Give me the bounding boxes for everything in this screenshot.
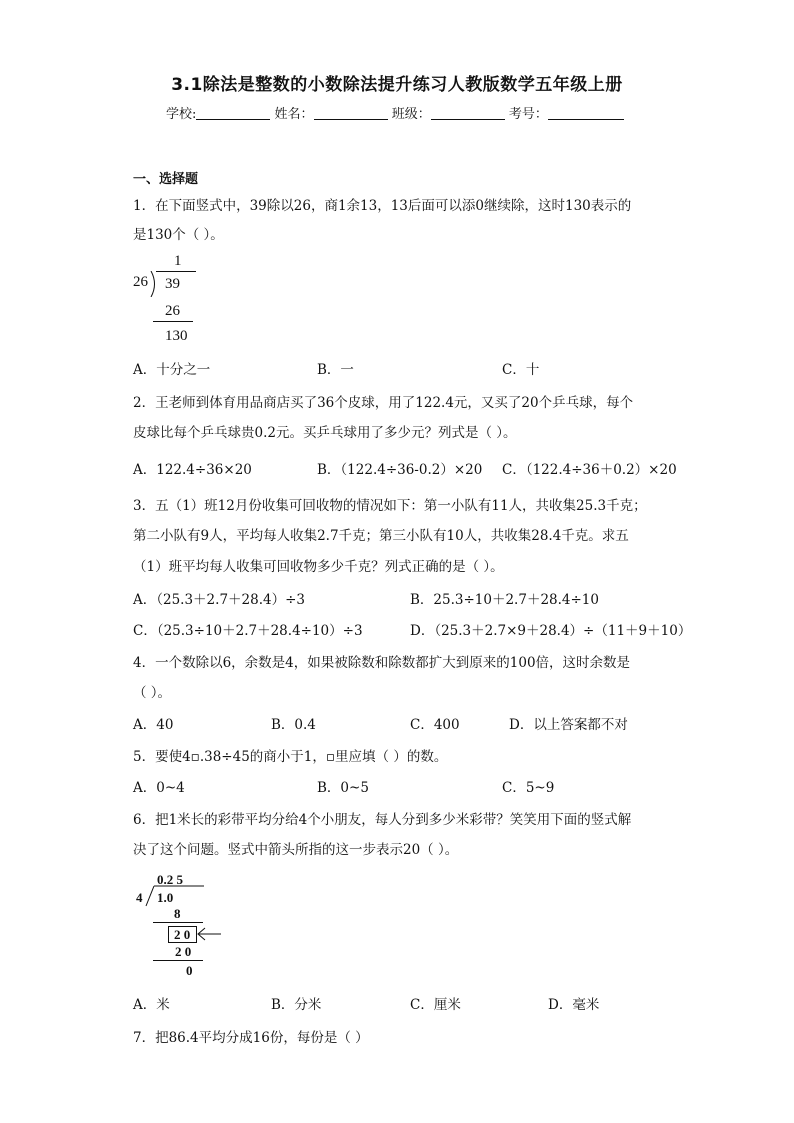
q3-line2: 第二小队有9人，平均每人收集2.7千克；第三小队有10人，共收集28.4千克。求五 — [133, 528, 629, 544]
q1-remainder: 130 — [165, 328, 188, 344]
q3-option-b[interactable]: B．25.3÷10＋2.7＋28.4÷10 — [410, 592, 599, 608]
arrow-left-icon — [196, 927, 222, 941]
q2-option-b[interactable]: B．（122.4÷36-0.2）×20 — [317, 462, 483, 478]
exam-no-blank — [548, 106, 624, 120]
q6-division-bracket — [144, 885, 204, 907]
page-title: 3.1除法是整数的小数除法提升练习人教版数学五年级上册 — [171, 75, 623, 95]
q1-quotient: 1 — [174, 253, 182, 269]
q4-line1: 4．一个数除以6，余数是4，如果被除数和除数都扩大到原来的100倍，这时余数是 — [133, 655, 631, 671]
q4-line2: （ ）。 — [133, 685, 172, 701]
q5-option-a[interactable]: A．0~4 — [133, 780, 185, 796]
q6-option-a[interactable]: A．米 — [133, 997, 170, 1013]
q1-divisor: 26 — [133, 274, 148, 290]
q4-option-b[interactable]: B．0.4 — [271, 717, 316, 733]
q2-line1: 2．王老师到体育用品商店买了36个皮球，用了122.4元，又买了20个乒乓球，每个 — [133, 395, 634, 411]
q6-boxed-step — [168, 926, 197, 943]
name-blank — [314, 106, 388, 120]
q6-step2-line — [153, 960, 203, 961]
q3-line3: （1）班平均每人收集可回收物多少千克？列式正确的是（ ）。 — [133, 559, 504, 575]
q5-option-c[interactable]: C．5~9 — [502, 780, 555, 796]
student-info-line — [166, 103, 624, 122]
q1-line2: 是130个（ ）。 — [133, 227, 224, 243]
q6-quotient: 0.2 5 — [157, 872, 183, 887]
q6-option-d[interactable]: D．毫米 — [548, 997, 600, 1013]
school-label: 学校: — [166, 107, 197, 122]
q2-option-a[interactable]: A．122.4÷36×20 — [133, 462, 252, 478]
q4-option-c[interactable]: C．400 — [410, 717, 460, 733]
school-blank — [196, 106, 270, 120]
q1-option-a[interactable]: A．十分之一 — [133, 362, 211, 378]
q2-option-c[interactable]: C．（122.4÷36＋0.2）×20 — [502, 462, 677, 478]
q6-option-b[interactable]: B．分米 — [271, 997, 322, 1013]
q6-boxed-value: 2 0 — [174, 927, 191, 942]
q1-subtract: 26 — [165, 303, 180, 319]
exam-no-label: 考号： — [508, 107, 548, 122]
q7-line1: 7．把86.4平均分成16份，每份是（ ） — [133, 1030, 369, 1046]
q4-option-a[interactable]: A．40 — [133, 717, 174, 733]
q6-option-c[interactable]: C．厘米 — [410, 997, 461, 1013]
section-heading: 一、选择题 — [133, 172, 199, 187]
q1-division-bar — [156, 271, 196, 272]
q3-line1: 3．五（1）班12月份收集可回收物的情况如下：第一小队有11人，共收集25.3千克； — [133, 498, 647, 514]
q3-option-a[interactable]: A．（25.3＋2.7＋28.4）÷3 — [133, 592, 305, 608]
q6-step1-line — [153, 922, 203, 923]
q6-dividend: 1.0 — [157, 890, 174, 905]
q2-line2: 皮球比每个乒乓球贵0.2元。买乒乓球用了多少元？列式是（ ）。 — [133, 425, 517, 441]
q4-option-d[interactable]: D．以上答案都不对 — [509, 717, 628, 733]
q6-line2: 决了这个问题。竖式中箭头所指的这一步表示20（ ）。 — [133, 842, 459, 858]
q1-subtract-line — [153, 321, 193, 322]
name-label: 姓名： — [274, 107, 314, 122]
q6-line1: 6．把1米长的彩带平均分给4个小朋友，每人分到多少米彩带？笑笑用下面的竖式解 — [133, 812, 632, 828]
q1-option-c[interactable]: C．十 — [502, 362, 540, 378]
q3-option-d[interactable]: D．（25.3＋2.7×9＋28.4）÷（11＋9＋10） — [410, 623, 692, 639]
q6-remainder: 0 — [186, 963, 193, 978]
q1-dividend: 39 — [165, 276, 180, 292]
q6-step2: 2 0 — [175, 944, 192, 959]
class-blank — [431, 106, 505, 120]
q1-line1: 1．在下面竖式中，39除以26，商1余13，13后面可以添0继续除，这时130表示的 — [133, 198, 632, 214]
q3-option-c[interactable]: C．（25.3÷10＋2.7＋28.4÷10）÷3 — [133, 623, 363, 639]
q1-option-b[interactable]: B．一 — [317, 362, 354, 378]
q5-option-b[interactable]: B．0~5 — [317, 780, 369, 796]
q5-line1: 5．要使4▫.38÷45的商小于1，▫里应填（ ）的数。 — [133, 749, 448, 765]
q1-division-bracket — [149, 271, 159, 297]
q6-step1: 8 — [174, 906, 181, 921]
q6-divisor: 4 — [136, 890, 143, 905]
class-label: 班级： — [391, 107, 431, 122]
